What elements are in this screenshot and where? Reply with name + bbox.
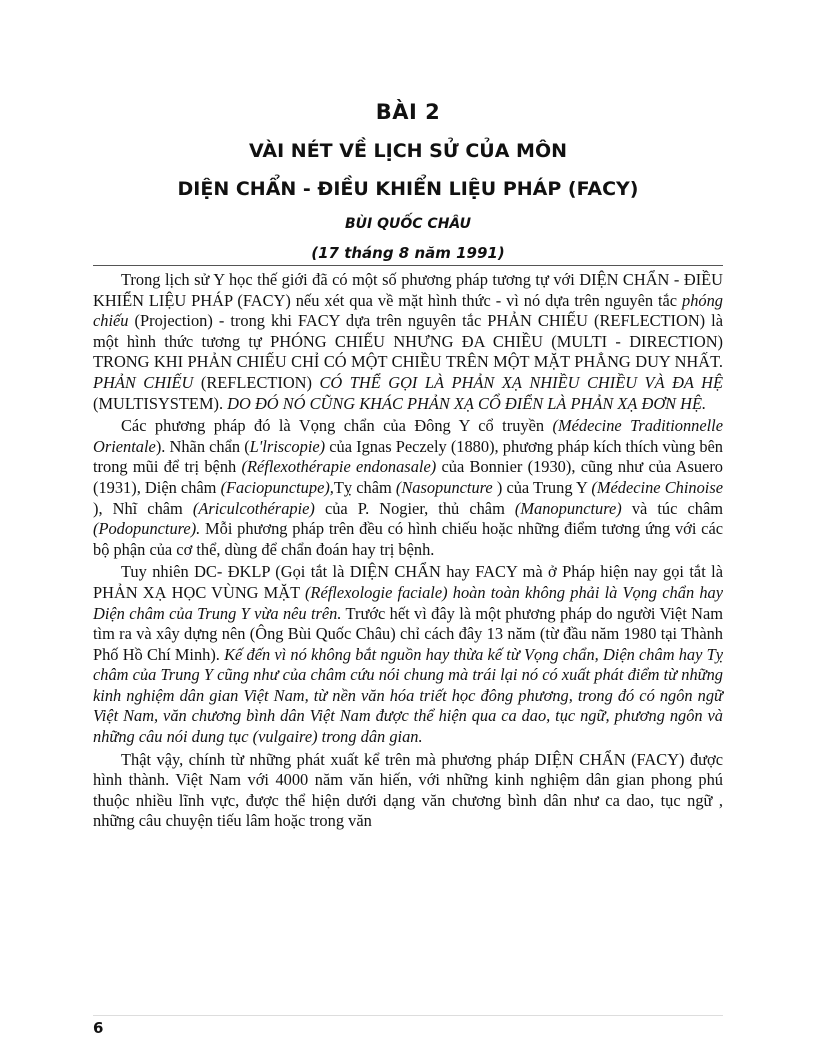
paragraph [93,270,723,414]
title-line-2: DIỆN CHẨN - ĐIỀU KHIỂN LIỆU PHÁP (FACY) [177,178,639,200]
italic-text-run: Kế đến vì nó không bắt nguồn hay thừa kế từ Vọng chẩn, Diện châm hay Tỵ châm của Trung Y cũng như của châm cứu nói chung mà trái lại nó có xuất phát điểm từ những kinh nghiệm dân gian Việt Nam, từ nền văn hóa triết học đông phương, trong đó có ngôn ngữ Việt Nam, văn chương bình dân Việt Nam được thể hiện qua ca dao, tục ngữ, phương ngôn và những câu nói dung tục (vulgaire) trong dân gian. [93,644,723,747]
body-text [93,270,723,834]
text-run: ) của Trung Y [492,477,592,497]
text-run: của P. Nogier, thủ châm [314,498,515,518]
text-run: Mỗi phương pháp trên đều có hình chiếu hoặc những điểm tương ứng với các bộ phận của cơ thể, dùng để chẩn đoán hay trị bệnh. [93,519,723,559]
text-run: Thật vậy, chính từ những phát xuất kể trên mà phương pháp DIỆN CHẨN (FACY) được hình thành. Việt Nam với 4000 năm văn hiến, với những kinh nghiệm dân gian phong phú thuộc nhiều lĩnh vực, được thể hiện dưới dạng văn chương bình dân như ca dao, tục ngữ , những câu chuyện tiếu lâm hoặc trong văn [93,749,723,831]
text-run: Trước hết vì đây là một phương pháp do người Việt Nam tìm ra và xây dựng nên (Ông Bùi Quốc Châu) chỉ cách đây 13 năm (từ đầu năm 1980 tại Thành Phố Hồ Chí Minh). [93,603,723,664]
text-run: ). Nhãn chẩn ( [155,436,250,456]
italic-text-run: PHẢN CHIẾU [93,372,194,392]
page-number: 6 [93,1019,104,1037]
paragraph [93,416,723,560]
italic-text-run: (Podopuncture). [93,519,201,539]
italic-text-run: CÓ THỂ GỌI LÀ PHẢN XẠ NHIỀU CHIỀU VÀ ĐA HỆ [319,372,723,392]
text-run: (REFLECTION) [193,372,320,392]
lesson-heading: BÀI 2 [375,100,441,124]
italic-text-run: (Médecine Chinoise [591,477,723,497]
title-line-1: VÀI NÉT VỀ LỊCH SỬ CỦA MÔN [248,140,568,162]
italic-text-run: (Ariculcothérapie) [192,498,315,518]
text-run: của Bonnier (1930), cũng như của Asuero (1931), Diện châm [93,457,723,497]
text-run: Tuy nhiên DC- ĐKLP (Gọi tắt là DIỆN CHẨN hay FACY mà ở Pháp hiện nay gọi tắt là PHẢN XẠ HỌC VÙNG MẶT [93,562,723,602]
italic-text-run: L'lriscopie) [249,436,326,456]
italic-text-run: (Réflexologie faciale) hoàn toàn không phải là Vọng chẩn hay Diện châm của Trung Y vừa nêu trên. [93,582,723,623]
text-run: của Ignas Peczely (1880), phương pháp kích thích vùng bên trong mũi để trị bệnh [93,436,724,477]
text-run: Các phương pháp đó là Vọng chẩn của Đông Y cổ truyền [121,416,553,436]
text-run: và túc châm [621,498,723,518]
text-run: (MULTISYSTEM). [93,393,228,413]
italic-text-run: DO ĐÓ NÓ CŨNG KHÁC PHẢN XẠ CỔ ĐIỂN LÀ PHẢN XẠ ĐƠN HỆ. [227,393,707,413]
author-name: BÙI QUỐC CHÂU [344,216,471,232]
italic-text-run: (Nasopuncture [395,477,493,497]
paragraph [93,562,723,747]
text-run: ), Nhĩ châm [93,498,193,518]
text-run: Tỵ châm [333,477,396,497]
text-run: (Projection) - trong khi FACY dựa trên nguyên tắc PHẢN CHIẾU (REFLECTION) là một hình thức tương tự PHÓNG CHIẾU NHƯNG ĐA CHIỀU (MULTI - DIRECTION) TRONG KHI PHẢN CHIẾU CHỈ CÓ MỘT CHIỀU TRÊN MỘT MẶT PHẲNG DUY NHẤT. [93,311,723,372]
italic-text-run: (Faciopunctupe), [220,477,334,497]
footer-divider [93,1015,723,1016]
paragraph [93,750,723,832]
italic-text-run: (Manopuncture) [514,498,622,518]
header-divider [93,265,723,266]
text-run: Trong lịch sử Y học thế giới đã có một số phương pháp tương tự với DIỆN CHẨN - ĐIỀU KHIỂN LIỆU PHÁP (FACY) nếu xét qua về mặt hình thức - vì nó dựa trên nguyên tắc [93,270,723,310]
document-date: (17 tháng 8 năm 1991) [311,244,505,262]
italic-text-run: (Médecine Traditionnelle Orientale [93,416,724,456]
italic-text-run: (Réflexothérapie endonasale) [241,457,437,477]
italic-text-run: phóng chiếu [93,290,723,331]
